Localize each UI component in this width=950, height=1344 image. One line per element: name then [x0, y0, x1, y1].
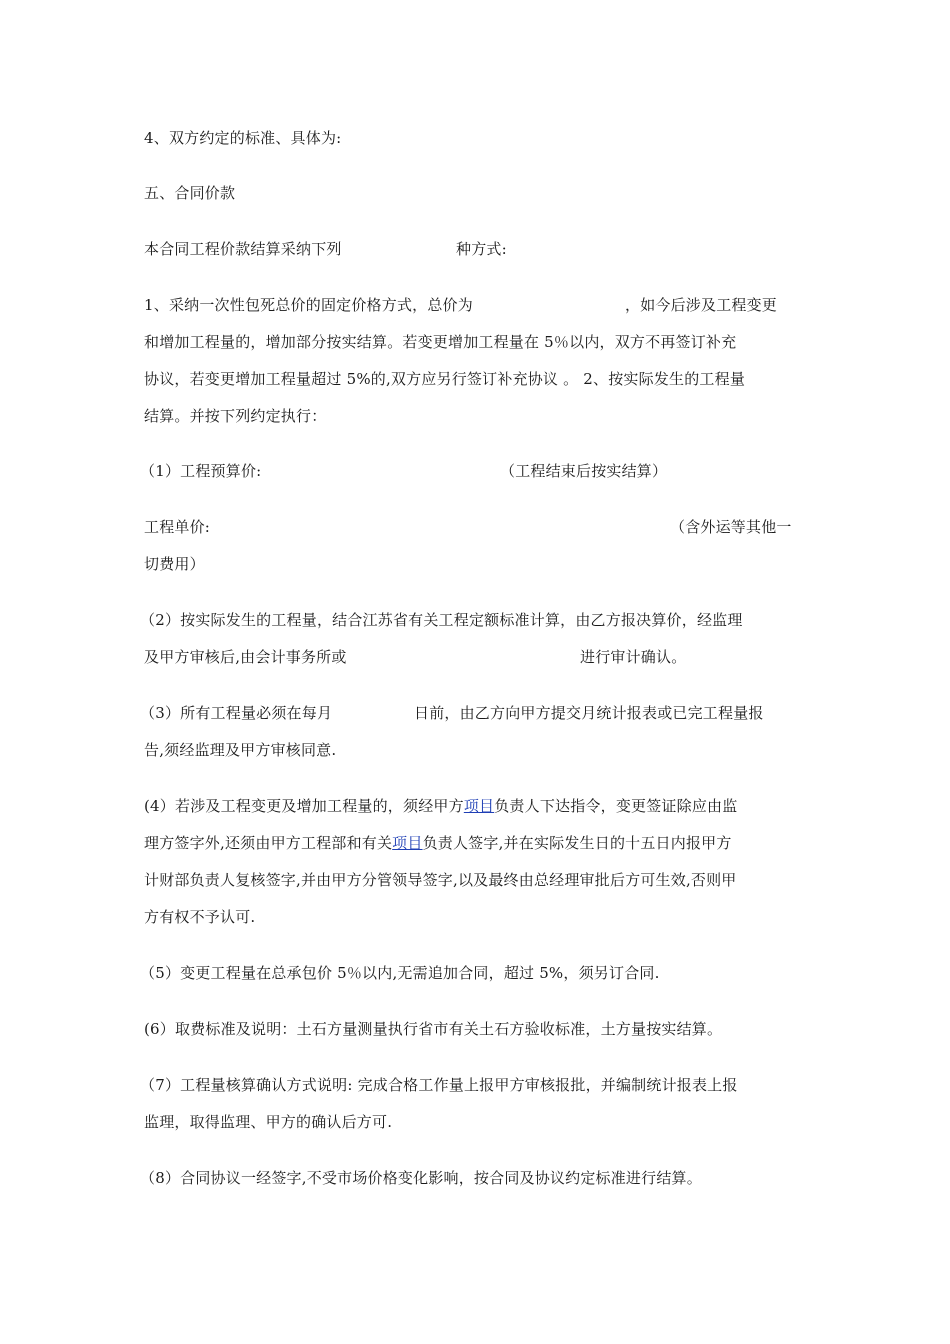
item-5-line: （5）变更工程量在总承包价 5％以内,无需追加合同，超过 5%，须另订合同. [140, 964, 660, 982]
item-2-line-2b: 进行审计确认。 [580, 648, 687, 666]
fixed-price-line-4: 结算。并按下列约定执行： [144, 407, 327, 425]
item-4-line-1 [144, 796, 737, 816]
settlement-method-suffix: 种方式: [456, 240, 507, 258]
fixed-price-line-1a: 1、采纳一次性包死总价的固定价格方式，总价为 [144, 296, 473, 314]
section-5-heading: 五、合同价款 [144, 184, 236, 202]
project-link-1[interactable]: 项目 [463, 797, 495, 815]
unit-price-label: 工程单价: [144, 518, 211, 536]
fixed-price-line-3: 协议，若变更增加工程量超过 5%的,双方应另行签订补充协议 。 2、按实际发生的工程量 [144, 370, 746, 388]
fixed-price-line-2: 和增加工程量的，增加部分按实结算。若变更增加工程量在 5％以内，双方不再签订补充 [144, 333, 737, 351]
budget-price-label: （1）工程预算价: [140, 462, 262, 480]
clause-4-standards: 4、双方约定的标准、具体为: [144, 129, 342, 147]
unit-price-note-cont: 切费用） [144, 555, 205, 573]
item-7-line-1: （7）工程量核算确认方式说明: 完成合格工作量上报甲方审核报批，并编制统计报表上报 [140, 1076, 738, 1094]
item-2-line-1: （2）按实际发生的工程量，结合江苏省有关工程定额标准计算，由乙方报决算价，经监理 [140, 611, 743, 629]
settlement-method-label: 本合同工程价款结算采纳下列 [144, 240, 342, 258]
unit-price-note: （含外运等其他一 [670, 518, 792, 536]
item-4-line-2a: 理方签字外,还须由甲方工程部和有关 [144, 834, 393, 852]
budget-price-note: （工程结束后按实结算） [500, 462, 668, 480]
project-link-2[interactable]: 项目 [392, 834, 423, 852]
item-7-line-2: 监理，取得监理、甲方的确认后方可. [144, 1113, 393, 1131]
item-8-line: （8）合同协议一经签字,不受市场价格变化影响，按合同及协议约定标准进行结算。 [140, 1169, 702, 1187]
item-4-line-1a: (4）若涉及工程变更及增加工程量的，须经甲方 [144, 797, 464, 815]
item-2-line-2a: 及甲方审核后,由会计事务所或 [144, 648, 347, 666]
item-6-line: (6）取费标准及说明：土石方量测量执行省市有关土石方验收标准，土方量按实结算。 [144, 1020, 723, 1038]
item-4-line-2b: 负责人签字,并在实际发生日的十五日内报甲方 [422, 834, 732, 852]
item-3-line-1b: 日前，由乙方向甲方提交月统计报表或已完工程量报 [414, 704, 764, 722]
item-4-line-1b: 负责人下达指令，变更签证除应由监 [494, 797, 738, 815]
item-4-line-4: 方有权不予认可. [144, 908, 256, 926]
item-4-line-2 [144, 833, 732, 853]
item-4-line-3: 计财部负责人复核签字,并由甲方分管领导签字,以及最终由总经理审批后方可生效,否则甲 [144, 871, 737, 889]
item-3-line-1a: （3）所有工程量必须在每月 [140, 704, 333, 722]
fixed-price-line-1b: ，如今后涉及工程变更 [625, 296, 778, 314]
item-3-line-2: 告,须经监理及甲方审核同意. [144, 741, 337, 759]
